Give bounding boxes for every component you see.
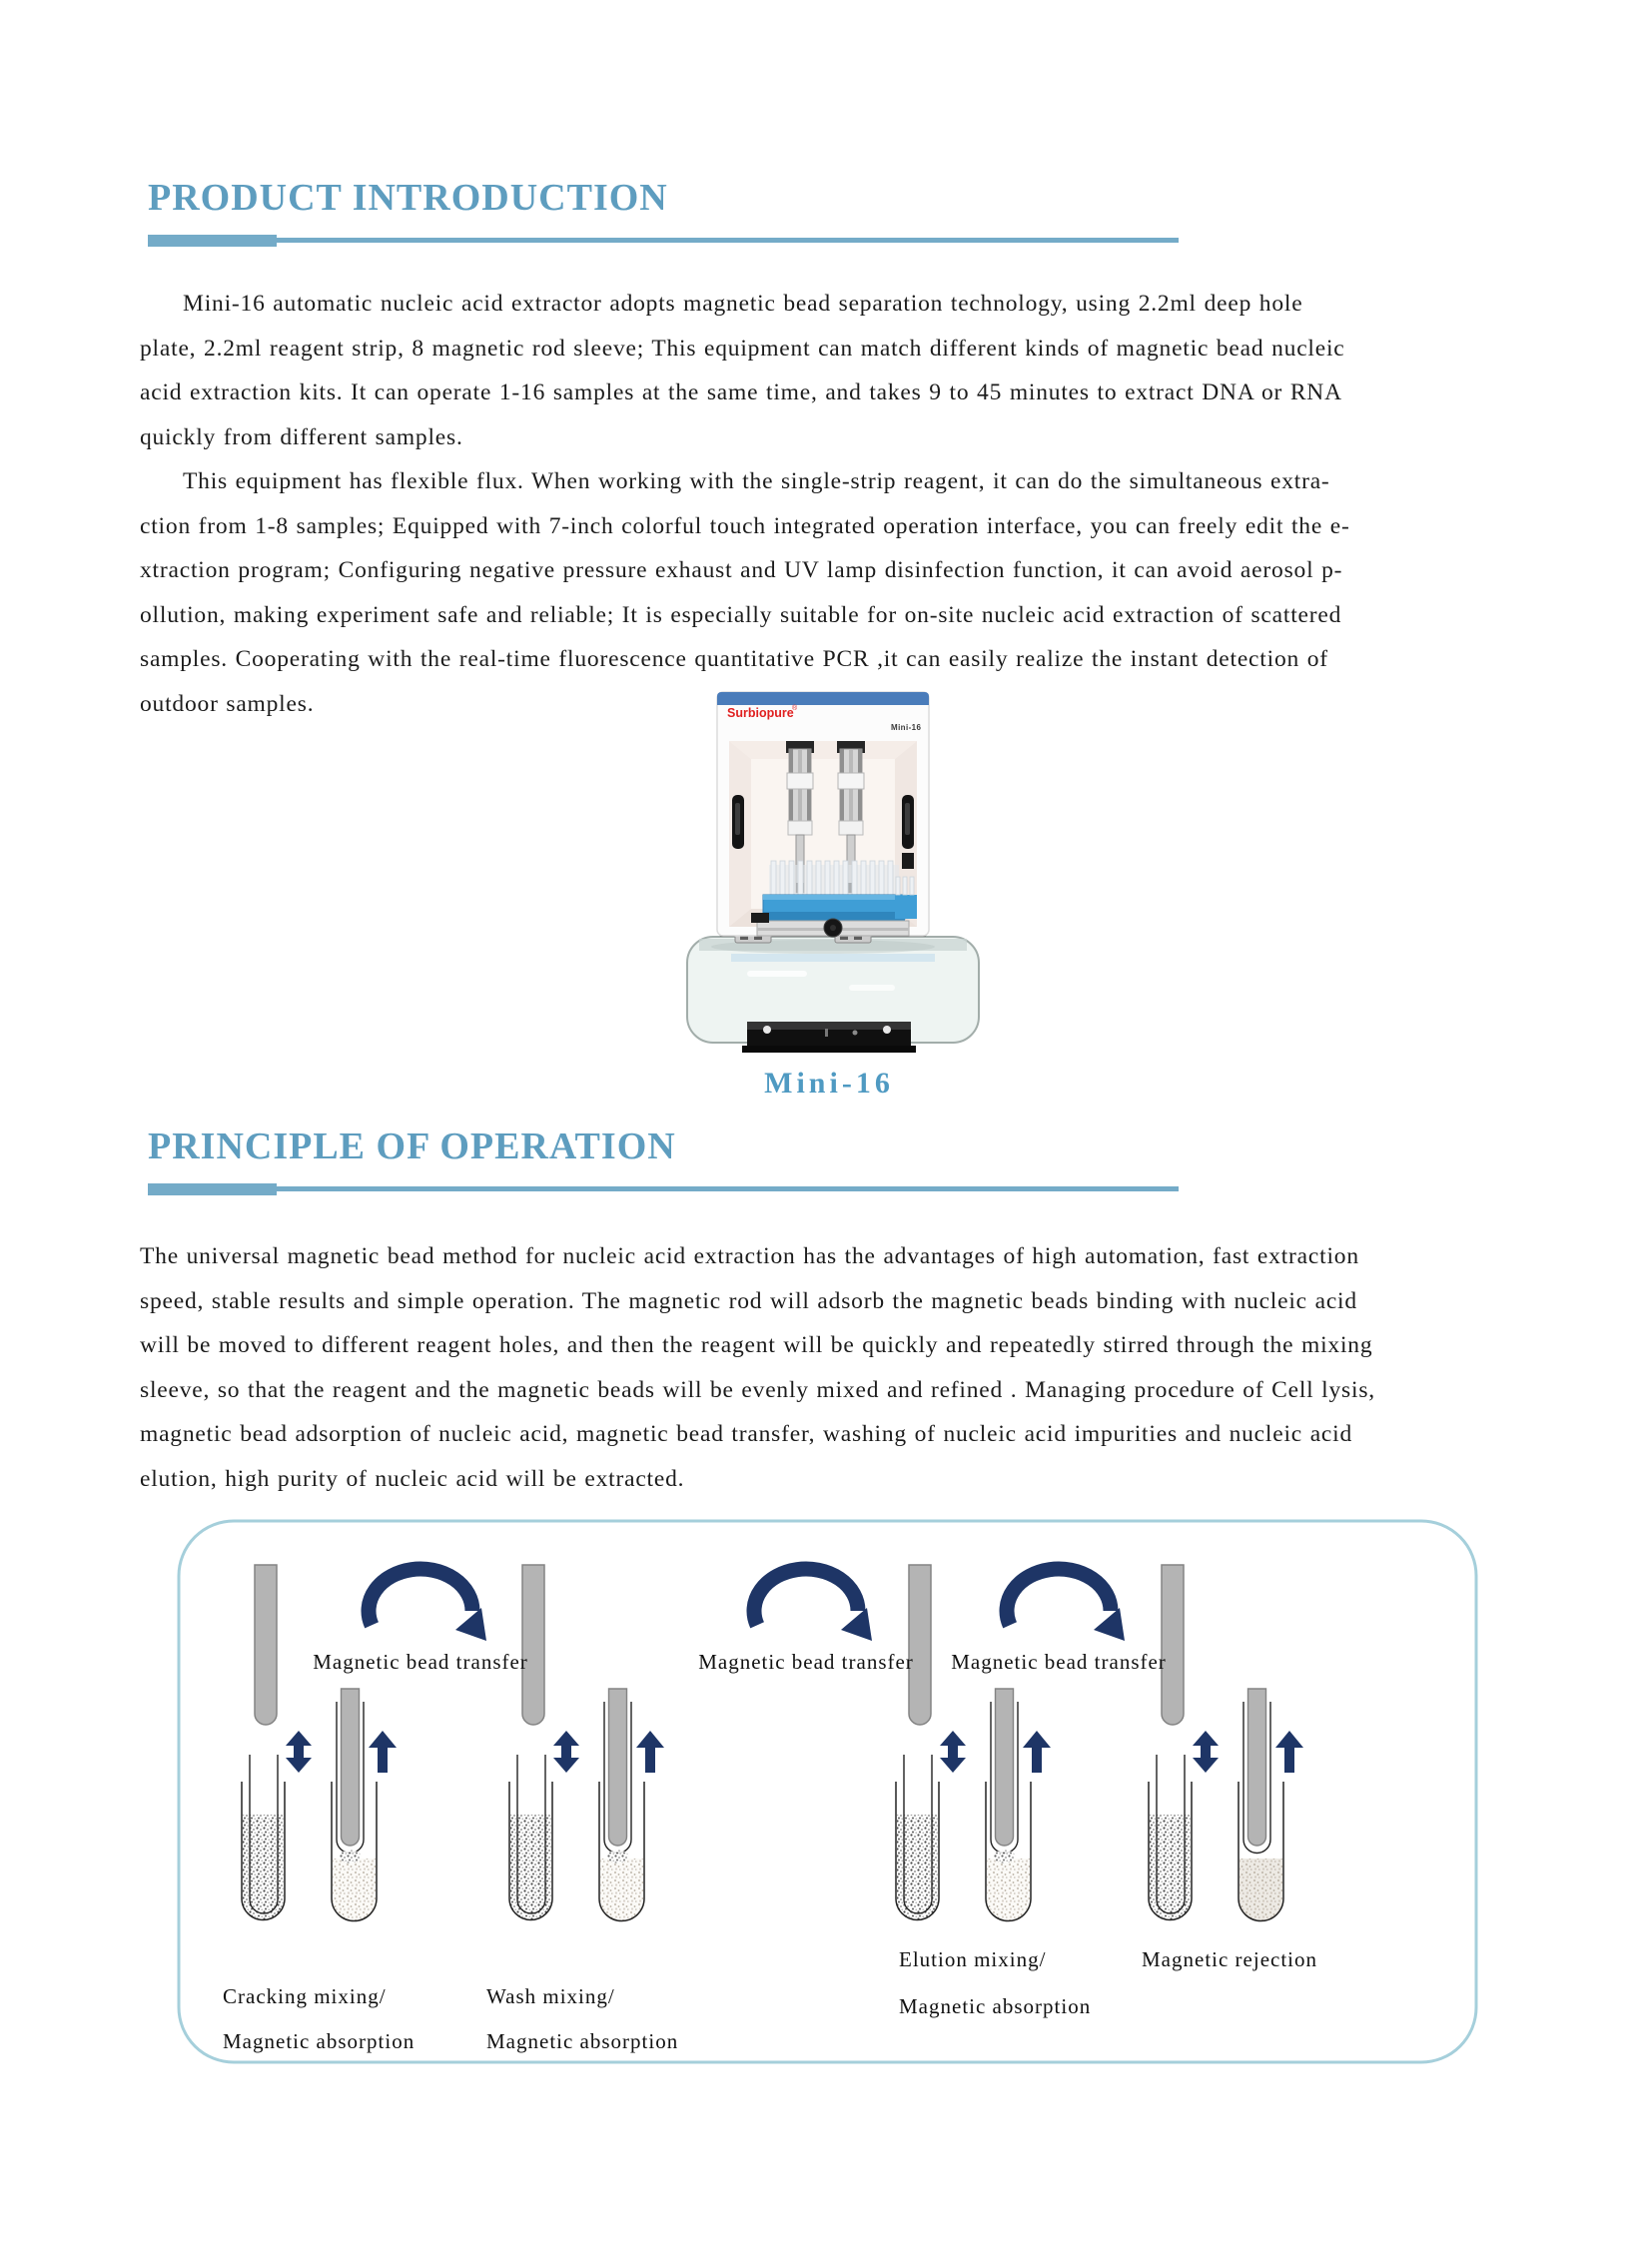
- transfer-label: Magnetic bead transfer: [313, 1650, 528, 1674]
- station-label: Magnetic rejection: [1142, 1947, 1318, 1971]
- device-illustration: [639, 685, 1009, 1069]
- body-line: outdoor samples.: [140, 690, 315, 717]
- body-line: speed, stable results and simple operation. The magnetic rod will adsorb the magnetic beads binding with nucleic acid: [140, 1287, 1357, 1314]
- magnetic-rod: [522, 1565, 544, 1725]
- section-title-principle-of-operation: PRINCIPLE OF OPERATION: [148, 1125, 676, 1167]
- body-line: ction from 1-8 samples; Equipped with 7-inch colorful touch integrated operation interface, you can freely edit the e-: [140, 512, 1350, 539]
- bead-cluster: [994, 1851, 1016, 1864]
- device-base-bar: [742, 1022, 916, 1053]
- figure-caption: Mini-16: [764, 1067, 894, 1100]
- section-title-product-introduction: PRODUCT INTRODUCTION: [148, 177, 668, 219]
- transfer-label: Magnetic bead transfer: [951, 1650, 1167, 1674]
- bead-cluster: [340, 1851, 362, 1864]
- underline-thick-segment: [148, 235, 277, 247]
- station-label: Elution mixing/: [899, 1947, 1047, 1971]
- magnetic-rod-in-sleeve: [609, 1689, 627, 1846]
- magnetic-rod: [255, 1565, 277, 1725]
- underline-thin-segment: [277, 238, 1179, 243]
- magnetic-rod-in-sleeve: [1248, 1689, 1266, 1846]
- bead-cluster: [607, 1851, 629, 1864]
- device-tip-comb: [769, 861, 899, 895]
- body-line: acid extraction kits. It can operate 1-16 samples at the same time, and takes 9 to 45 minutes to extract DNA or RNA: [140, 379, 1342, 406]
- body-line: quickly from different samples.: [140, 423, 463, 450]
- body-line: The universal magnetic bead method for nucleic acid extraction has the advantages of high automation, fast extraction: [140, 1243, 1359, 1269]
- station-label: Magnetic absorption: [223, 2029, 415, 2053]
- body-line: magnetic bead adsorption of nucleic acid, magnetic bead transfer, washing of nucleic acid impurities and nucleic acid: [140, 1421, 1353, 1448]
- station-label: Wash mixing/: [486, 1984, 615, 2008]
- body-line: Mini-16 automatic nucleic acid extractor adopts magnetic bead separation technology, using 2.2ml deep hole: [183, 291, 1303, 317]
- body-line: This equipment has flexible flux. When working with the single-strip reagent, it can do the simultaneous extra-: [183, 468, 1330, 494]
- magnetic-rod-in-sleeve: [996, 1689, 1014, 1846]
- station-label: Magnetic absorption: [486, 2029, 679, 2053]
- magnetic-rod-in-sleeve: [342, 1689, 360, 1846]
- body-line: samples. Cooperating with the real-time fluorescence quantitative PCR ,it can easily realize the instant detection of: [140, 646, 1328, 673]
- body-line: will be moved to different reagent holes, and then the reagent will be quickly and repeatedly stirred through the mixing: [140, 1332, 1373, 1359]
- transfer-label: Magnetic bead transfer: [698, 1650, 914, 1674]
- paragraph-principle: [140, 1234, 1375, 1502]
- reagent-liquid: [987, 1859, 1030, 1921]
- device-brand-text: Surbiopure: [727, 706, 794, 720]
- device-model-text: Mini-16: [891, 723, 922, 732]
- underline-thick-segment: [148, 1183, 277, 1195]
- paragraph-intro-1: [140, 282, 1345, 459]
- section-underline: [148, 1183, 1179, 1195]
- process-diagram: [177, 1519, 1478, 2064]
- station-label: Magnetic absorption: [899, 1994, 1092, 2018]
- body-line: elution, high purity of nucleic acid will be extracted.: [140, 1465, 685, 1492]
- body-line: sleeve, so that the reagent and the magnetic beads will be evenly mixed and refined . Managing procedure of Cell lysis,: [140, 1376, 1375, 1403]
- reagent-liquid: [600, 1859, 643, 1921]
- section-underline: [148, 235, 1179, 247]
- body-line: xtraction program; Configuring negative pressure exhaust and UV lamp disinfection function, it can avoid aerosol p-: [140, 557, 1343, 584]
- body-line: plate, 2.2ml reagent strip, 8 magnetic rod sleeve; This equipment can match different kinds of magnetic bead nucleic: [140, 335, 1345, 362]
- device-brand-reg-mark: ®: [792, 705, 798, 712]
- body-line: ollution, making experiment safe and reliable; It is especially suitable for on-site nucleic acid extraction of scattered: [140, 601, 1342, 628]
- underline-thin-segment: [277, 1186, 1179, 1191]
- magnetic-rod: [1162, 1565, 1184, 1725]
- magnetic-rod: [909, 1565, 931, 1725]
- station-label: Cracking mixing/: [223, 1984, 387, 2008]
- reagent-liquid: [333, 1859, 376, 1921]
